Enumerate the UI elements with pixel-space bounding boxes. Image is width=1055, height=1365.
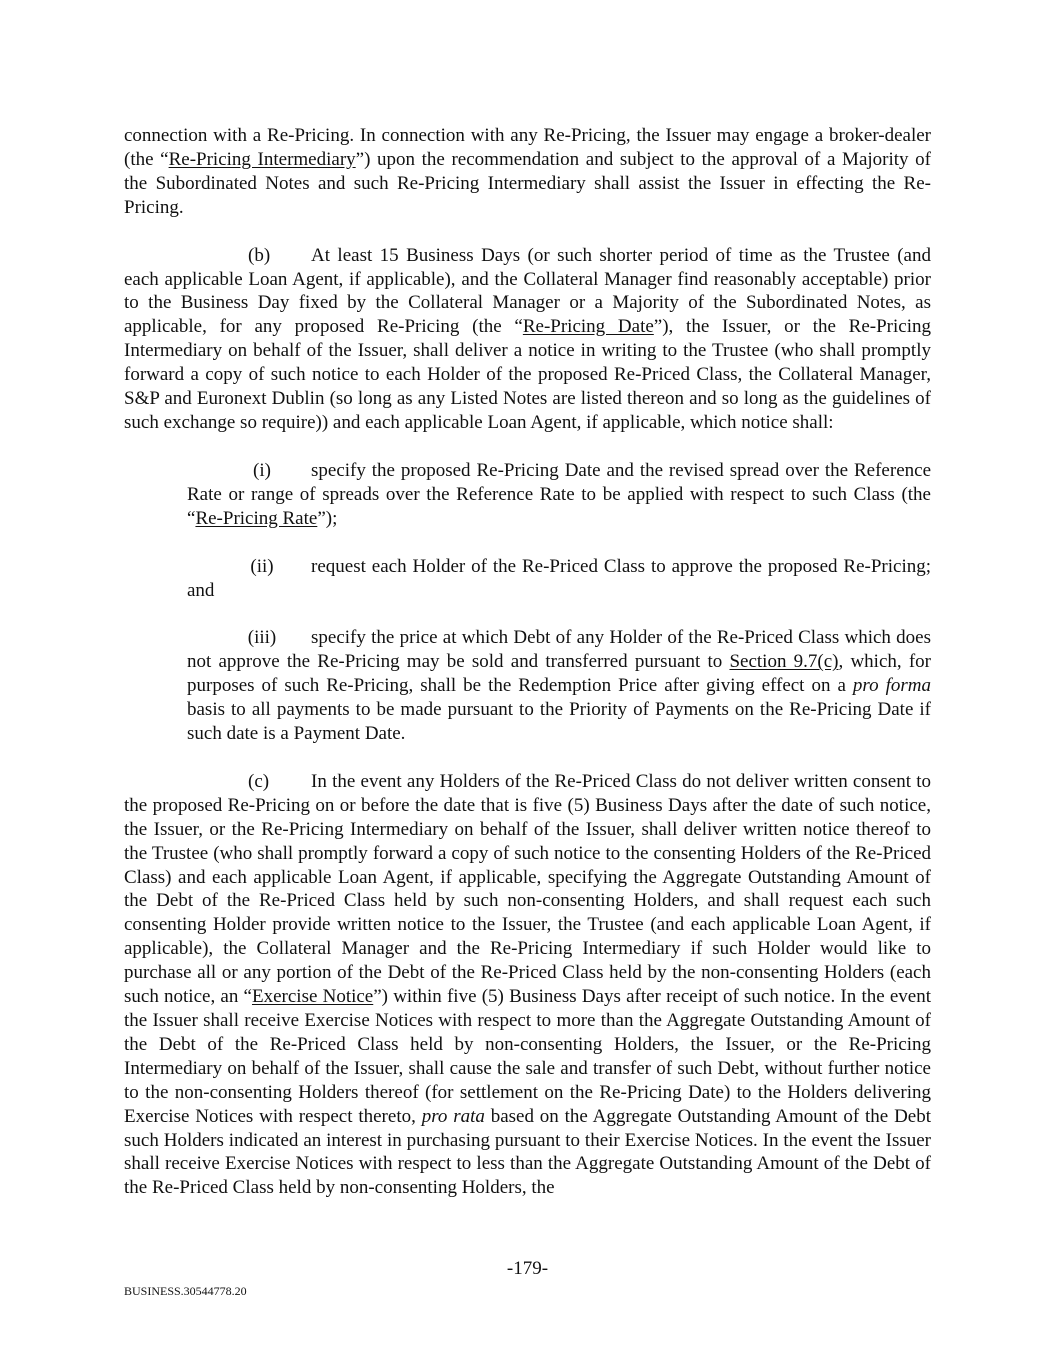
document-id: BUSINESS.30544778.20 xyxy=(124,1284,247,1298)
paragraph xyxy=(124,124,931,220)
text-run: ”) upon the recommendation and subject to the approval of a Majority of the Subordinated Notes and such Re-Pricing Intermediary shall assist the Issuer in effecting the Re-Pricing. xyxy=(124,148,931,218)
defined-term: Exercise Notice xyxy=(251,986,374,1008)
paragraph-iii xyxy=(187,626,931,746)
text-run: specify the proposed Re-Pricing Date and the revised spread over the Reference Rate or range of spreads over the Reference Rate to be applied with respect to such Class (the “ xyxy=(187,459,931,529)
paragraph-label: (i) xyxy=(253,459,271,481)
text-run: based on the Aggregate Outstanding Amount of the Debt such Holders indicated an interest in purchasing pursuant to their Exercise Notices. In the event the Issuer shall receive Exercise Notices with respect to less than the Aggregate Outstanding Amount of the Debt of the Re-Priced Class held by non-consenting Holders, the xyxy=(124,1105,932,1199)
defined-term: Section 9.7(c) xyxy=(729,651,839,673)
text-run: basis to all payments to be made pursuant to the Priority of Payments on the Re-Pricing Date if such date is a Payment Date. xyxy=(187,699,931,745)
text-run: , which, for purposes of such Re-Pricing, shall be the Redemption Price after giving effect on a xyxy=(187,651,931,697)
paragraph-i xyxy=(187,459,931,531)
defined-term: Re-Pricing Rate xyxy=(195,507,318,529)
paragraph-label: (b) xyxy=(248,244,271,266)
defined-term: Re-Pricing Intermediary xyxy=(168,148,356,170)
paragraph-label: (iii) xyxy=(247,627,277,649)
paragraph-c xyxy=(124,770,931,1200)
text-run: In the event any Holders of the Re-Priced Class do not deliver written consent to the proposed Re-Pricing on or before the date that is five (5) Business Days after the date of such notice, the Issuer, or the Re-Pricing Intermediary on behalf of the Issuer, shall deliver written notice thereof to the Trustee (who shall promptly forward a copy of such notice to the consenting Holders of the Re-Priced Class) and each applicable Loan Agent, if applicable, specifying the Aggregate Outstanding Amount of the Debt of the Re-Priced Class held by such non-consenting Holders, and shall request each such consenting Holder provide written notice to the Issuer, the Trustee (and each applicable Loan Agent, if applicable), the Collateral Manager and the Re-Pricing Intermediary if such Holder would like to purchase all or any portion of the Debt of the Re-Priced Class held by the non-consenting Holders (each such notice, an “ xyxy=(124,770,931,1008)
text-run: request each Holder of the Re-Priced Class to approve the proposed Re-Pricing; and xyxy=(187,555,931,601)
page-number: -179- xyxy=(506,1258,549,1279)
italic-text: pro forma xyxy=(852,675,931,697)
document-body xyxy=(124,124,931,1224)
text-run: ”) within five (5) Business Days after receipt of such notice. In the event the Issuer shall receive Exercise Notices with respect to more than the Aggregate Outstanding Amount of the Debt of the Re-Priced Class held by non-consenting Holders, the Issuer, or the Re-Pricing Intermediary on behalf of the Issuer, shall cause the sale and transfer of such Debt, without further notice to the non-consenting Holders thereof (for settlement on the Re-Pricing Date) to the Holders delivering Exercise Notices with respect thereto, xyxy=(124,986,932,1127)
paragraph-ii xyxy=(187,555,931,603)
paragraph-label: (ii) xyxy=(250,555,274,577)
paragraph-b xyxy=(124,244,931,435)
text-run: connection with a Re-Pricing. In connection with any Re-Pricing, the Issuer may engage a broker-dealer (the “ xyxy=(124,125,931,170)
text-run: At least 15 Business Days (or such shorter period of time as the Trustee (and each applicable Loan Agent, if applicable), and the Collateral Manager find reasonably acceptable) prior to the Business Day fixed by the Collateral Manager or a Majority of the Subordinated Notes, as applicable, for any proposed Re-Pricing (the “ xyxy=(124,244,931,338)
defined-term: Re-Pricing Date xyxy=(522,316,654,338)
text-run: specify the price at which Debt of any Holder of the Re-Priced Class which does not approve the Re-Pricing may be sold and transferred pursuant to xyxy=(187,627,931,673)
paragraph-label: (c) xyxy=(248,770,270,792)
text-run: ”); xyxy=(317,507,338,529)
text-run: ”), the Issuer, or the Re-Pricing Intermediary on behalf of the Issuer, shall deliver a notice in writing to the Trustee (who shall promptly forward a copy of such notice to each Holder of the proposed Re-Priced Class, the Collateral Manager, S&P and Euronext Dublin (so long as any Listed Notes are listed thereon and so long as the guidelines of such exchange so require)) and each applicable Loan Agent, if applicable, which notice shall: xyxy=(124,316,931,433)
italic-text: pro rata xyxy=(421,1105,485,1127)
